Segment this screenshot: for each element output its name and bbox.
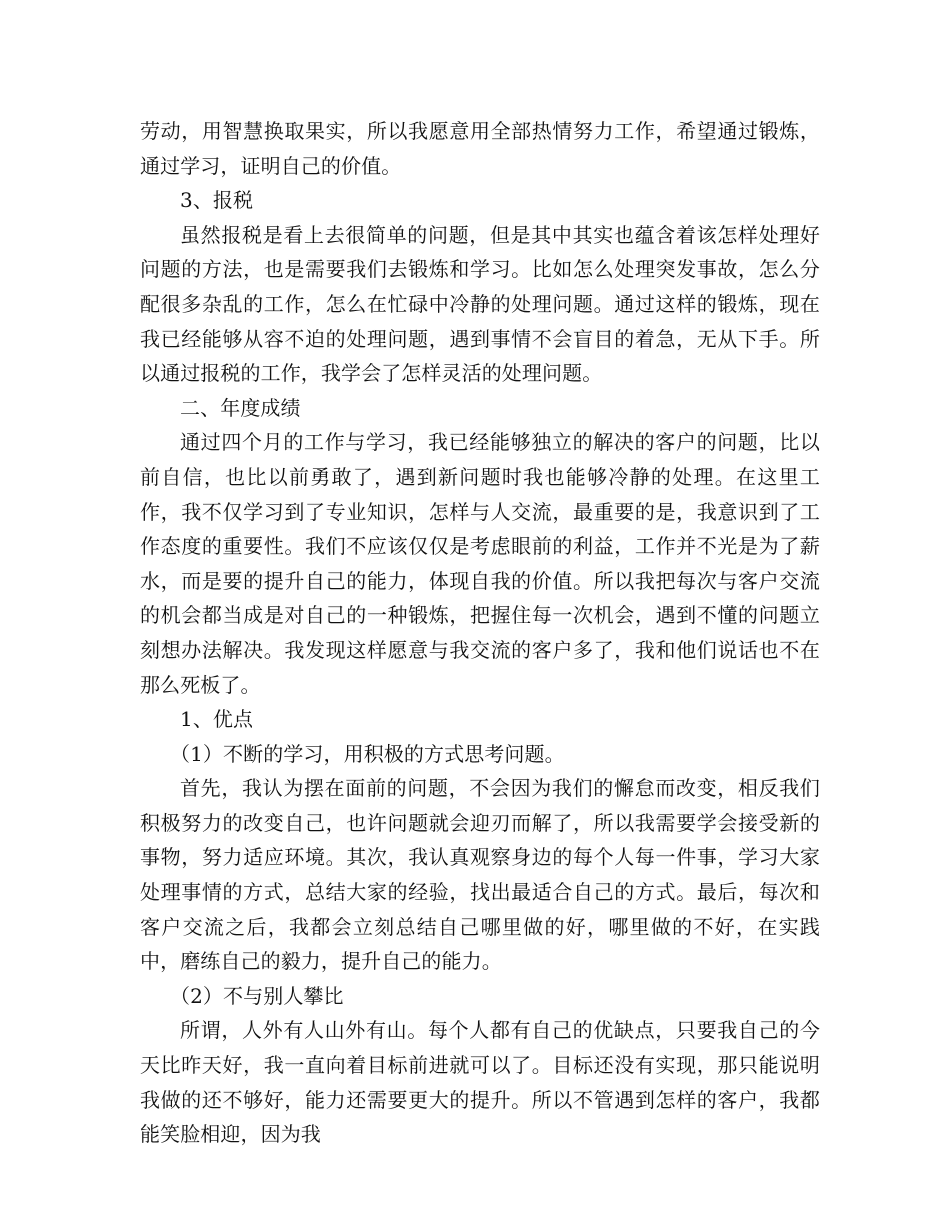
document-body bbox=[140, 114, 820, 1152]
paragraph-annual-results: 通过四个月的工作与学习，我已经能够独立的解决的客户的问题，比以前自信，也比以前勇敢了，遇到新问题时我也能够冷静的处理。在这里工作，我不仅学习到了专业知识，怎样与人交流，最重要的是，我意识到了工作态度的重要性。我们不应该仅仅是考虑眼前的利益，工作并不光是为了薪水，而是要的提升自己的能力，体现自我的价值。所以我把每次与客户交流的机会都当成是对自己的一种锻炼，把握住每一次机会，遇到不懂的问题立刻想办法解决。我发现这样愿意与我交流的客户多了，我和他们说话也不在那么死板了。 bbox=[140, 430, 820, 697]
section-heading-strengths: 1、优点 bbox=[180, 707, 254, 732]
paragraph-tax-filing: 虽然报税是看上去很简单的问题，但是其中其实也蕴含着该怎样处理好问题的方法，也是需要我们去锻炼和学习。比如怎么处理突发事故，怎么分配很多杂乱的工作，怎么在忙碌中冷静的处理问题。通过这样的锻炼，现在我已经能够从容不迫的处理问题，遇到事情不会盲目的着急，无从下手。所以通过报税的工作，我学会了怎样灵活的处理问题。 bbox=[140, 222, 820, 386]
paragraph-continuous-learning: 首先，我认为摆在面前的问题，不会因为我们的懈怠而改变，相反我们积极努力的改变自己，也许问题就会迎刃而解了，所以我需要学会接受新的事物，努力适应环境。其次，我认真观察身边的每个人每一件事，学习大家处理事情的方式，总结大家的经验，找出最适合自己的方式。最后，每次和客户交流之后，我都会立刻总结自己哪里做的好，哪里做的不好，在实践中，磨练自己的毅力，提升自己的能力。 bbox=[140, 776, 820, 974]
section-heading-tax-filing: 3、报税 bbox=[180, 188, 254, 213]
subheading-continuous-learning: （1）不断的学习，用积极的方式思考问题。 bbox=[170, 741, 565, 766]
paragraph-no-comparison: 所谓，人外有人山外有山。每个人都有自己的优缺点，只要我自己的今天比昨天好，我一直向着目标前进就可以了。目标还没有实现，那只能说明我做的还不够好，能力还需要更大的提升。所以不管遇到怎样的客户，我都能笑脸相迎，因为我 bbox=[140, 1018, 820, 1147]
paragraph-continued: 劳动，用智慧换取果实，所以我愿意用全部热情努力工作，希望通过锻炼，通过学习，证明自己的价值。 bbox=[140, 119, 820, 178]
section-heading-annual-results: 二、年度成绩 bbox=[180, 395, 301, 420]
subheading-no-comparison: （2）不与别人攀比 bbox=[170, 983, 344, 1008]
